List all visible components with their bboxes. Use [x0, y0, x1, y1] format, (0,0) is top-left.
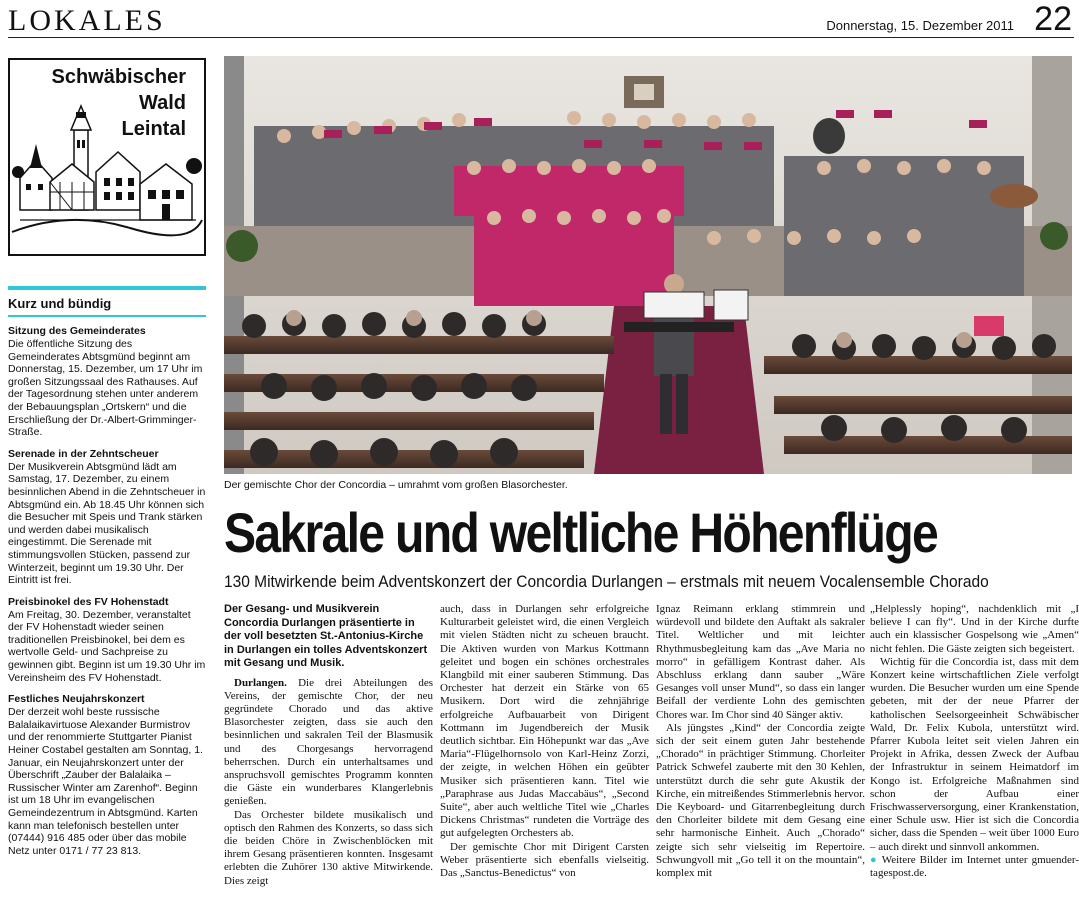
brief-text: Der derzeit wohl beste russische Balalaikavirtuose Alexander Burmistrov und der renommierte Stuttgarter Pianist Heiner Costabel gestalten am Sonntag, 1. Januar, ein Neujahrskonzert unter der Überschrift „Zauber der Balalaika – Russischer Winter am Zarenhof“. Beginn ist um 18 Uhr im evangelischen Gemeindezentrum in Abtsgmünd. Karten kann man telefonisch bestellen unter (07444) 916 485 oder über das mobile Netz unter 0171 / 77 23 813. — [8, 706, 203, 857]
logo-line-3: Leintal — [121, 118, 186, 140]
brief-heading: Preisbinokel des FV Hohenstadt — [8, 595, 169, 608]
regional-logo — [8, 58, 206, 256]
article-column-1 — [224, 603, 433, 888]
brief-heading: Serenade in der Zehntscheuer — [8, 447, 159, 460]
news-briefs-sidebar — [8, 286, 206, 866]
section-name: LOKALES — [8, 4, 166, 37]
brief-item — [8, 325, 206, 439]
brief-heading: Festliches Neujahrskonzert — [8, 693, 145, 706]
logo-line-2: Wald — [138, 92, 186, 114]
web-note-text: Weitere Bilder im Internet unter gmuender-tagespost.de. — [870, 853, 1079, 880]
article-column-2 — [440, 603, 649, 880]
brief-item — [8, 448, 206, 587]
bullet-icon: ● — [870, 853, 878, 866]
brief-text: Der Musikverein Abtsgmünd lädt am Samstag, 17. Dezember, zu einem besinnlichen Abend in die Zehntscheuer in Abtsgmünd ein. Ab 18.45 Uhr können sich die Besucher mit Speis und Trank stärken und werden dabei musikalisch eingestimmt. Die Serenade mit stimmungsvollen Stücken, passend zur Winterzeit, beginnt um 19.30 Uhr. Der Eintritt ist frei. — [8, 460, 206, 587]
article-dateline: Durlangen. — [234, 676, 287, 689]
brief-text: Am Freitag, 30. Dezember, veranstaltet der FV Hohenstadt wieder seinen traditionellen Preisbinokel, bei dem es wertvolle Geld- und Sachpreise zu gewinnen gibt. Beginn ist um 19.30 Uhr im Vereinsheim des FV Hohenstadt. — [8, 608, 206, 684]
concert-photo — [224, 56, 1072, 474]
article-headline: Sakrale und weltliche Höhenflüge — [224, 501, 938, 564]
web-note — [870, 854, 1079, 880]
article-column-4 — [870, 603, 1079, 880]
article-paragraph: Der gemischte Chor mit Dirigent Carsten Weber präsentierte sich ebenfalls vielseitig. Das „Sanctus-Benedictus“ von — [440, 840, 649, 880]
article-column-3 — [656, 603, 865, 880]
article-paragraph: auch, dass in Durlangen sehr erfolgreiche Kulturarbeit geleistet wird, die einen Vergleich mit vielen Städten nicht zu scheuen braucht. Die Aktiven wurden von Markus Kottmann geleitet und bogen ein schönes orchestrales Klangbild mit einer sauberen Stimmung. Das Orchester hat derzeit ein Stärke von 65 Musikern. Dort wird die zehnjährige erfolgreiche Aufbauarbeit von Dirigent Kottmann im Jugendbereich der Musik deutlich sichtbar. Ein Höhepunkt war das „Ave Maria“-Flügelhornsolo von Karl-Heinz Zorzi, der zeigte, in welchen Höhen ein geübter Musiker sich präsentieren kann. Titel wie „Paraphrase aus Judas Maccabäus“, „Second Suite“, aber auch weltliche Titel wie „Charles Dickens Christmas“ rundeten die Vorträge des gut aufgelegten Orchesters ab. — [440, 603, 649, 840]
photo-caption: Der gemischte Chor der Concordia – umrahmt vom großen Blasorchester. — [224, 479, 568, 491]
article-paragraph: Als jüngstes „Kind“ der Concordia zeigte sich der seit einem guten Jahr bestehende „Chorado“ in prächtiger Stimmung. Chorleiter Patrick Schwefel zauberte mit den 30 Kehlen, unterstützt durch die sehr gute Akustik der Kirche, ein mitreißendes Stimmerlebnis hervor. Die Keyboard- und Gitarrenbegleitung durch den Chorleiter bildete mit dem Gesang eine sehr harmonische Einheit. Auch „Chorado“ zeigte sich sehr vielseitig im Repertoire. Schwungvoll mit „Go tell it on the mountain“, komplex mit — [656, 721, 865, 880]
article-paragraph: „Helplessly hoping“, nachdenklich mit „I believe I can fly“. Und in der Kirche durfte auch ein klassischer Gospelsong wie „Amen“ nicht fehlen. Die Gäste zeigten sich begeistert. — [870, 603, 1079, 655]
article-lead: Der Gesang- und Musikverein Concordia Durlangen präsentierte in der voll besetzten St.-Antonius-Kirche in Durlangen ein tolles Adventskonzert mit Gesang und Musik. — [224, 603, 428, 669]
article-subheadline: 130 Mitwirkende beim Adventskonzert der Concordia Durlangen – erstmals mit neuem Vocalensemble Chorado — [224, 573, 989, 591]
brief-item — [8, 596, 206, 685]
article-paragraph: Ignaz Reimann erklang stimmrein und würdevoll und bildete den Auftakt als sakraler Titel. Weltlicher und mit leichter Rhythmusbegleitung kam das „Ave Maria no morro“ in gefälligem Kontrast daher. Als Abschluss erklang dann sauber „Wäre Gesanges voll unser Mund“, so dass ein langer Beifall der verdiente Lohn des gemischten Chores war. Im Chor sind 40 Sänger aktiv. — [656, 603, 865, 721]
issue-date: Donnerstag, 15. Dezember 2011 — [826, 18, 1014, 33]
brief-text: Die öffentliche Sitzung des Gemeinderates Abtsgmünd beginnt am Donnerstag, 15. Dezember, um 17 Uhr im großen Sitzungssaal des Rathauses. Auf der Tagesordnung stehen unter anderem der Bebauungsplan „Ortskern“ und die Erschließung der Dr.-Albert-Grimminger-Straße. — [8, 338, 203, 439]
article-paragraph — [224, 677, 433, 809]
page-number: 22 — [1034, 0, 1072, 38]
article-paragraph: Wichtig für die Concordia ist, dass mit dem Konzert keine wirtschaftlichen Ziele verfolgt wurden. Die Besucher wurden um eine Spende gebeten, mit der der neue Pfarrer der katholischen Seelsorgeeinheit Schwäbischer Wald, Dr. Felix Kubola, unterstützt wird. Pfarrer Kubola leitet seit vielen Jahren ein Projekt in Afrika, dessen Zweck der Aufbau der Infrastruktur in seinem Heimatdorf im Kongo ist. Erfolgreiche Maßnahmen sind schon der Aufbau einer Frischwasserversorgung, einer Krankenstation, einer Schule usw. Hier ist sich die Concordia sicher, dass die Spenden – weit über 1000 Euro – auch direkt und sinnvoll ankommen. — [870, 655, 1079, 853]
logo-line-1: Schwäbischer — [51, 66, 186, 88]
sidebar-title: Kurz und bündig — [8, 290, 206, 317]
logo-title — [51, 64, 186, 142]
concert-photo-illustration — [224, 56, 1072, 474]
paragraph-text: Die drei Abteilungen des Vereins, der gemischte Chor, der neu gegründete Chorado und das aktive Blasorchester zeigten, dass sie auch den besinnlichen und sakralen Teil der Blasmusik und des Chorgesangs hervorragend beherrschen. Durch ein unterhaltsames und anspruchsvoll gemischtes Programm konnten die Gäste ein wunderbares Klangerlebnis genießen. — [224, 676, 434, 808]
brief-heading: Sitzung des Gemeinderates — [8, 325, 146, 337]
page-header — [8, 2, 1074, 38]
brief-item — [8, 693, 206, 857]
article-paragraph: Das Orchester bildete musikalisch und optisch den Rahmen des Konzerts, so dass sich die beiden Chöre in Zwischenblöcken mit ihrem Gesang präsentieren konnten. Insgesamt erlebten die Zuhörer 130 aktive Mitwirkende. Dies zeigt — [224, 808, 433, 887]
